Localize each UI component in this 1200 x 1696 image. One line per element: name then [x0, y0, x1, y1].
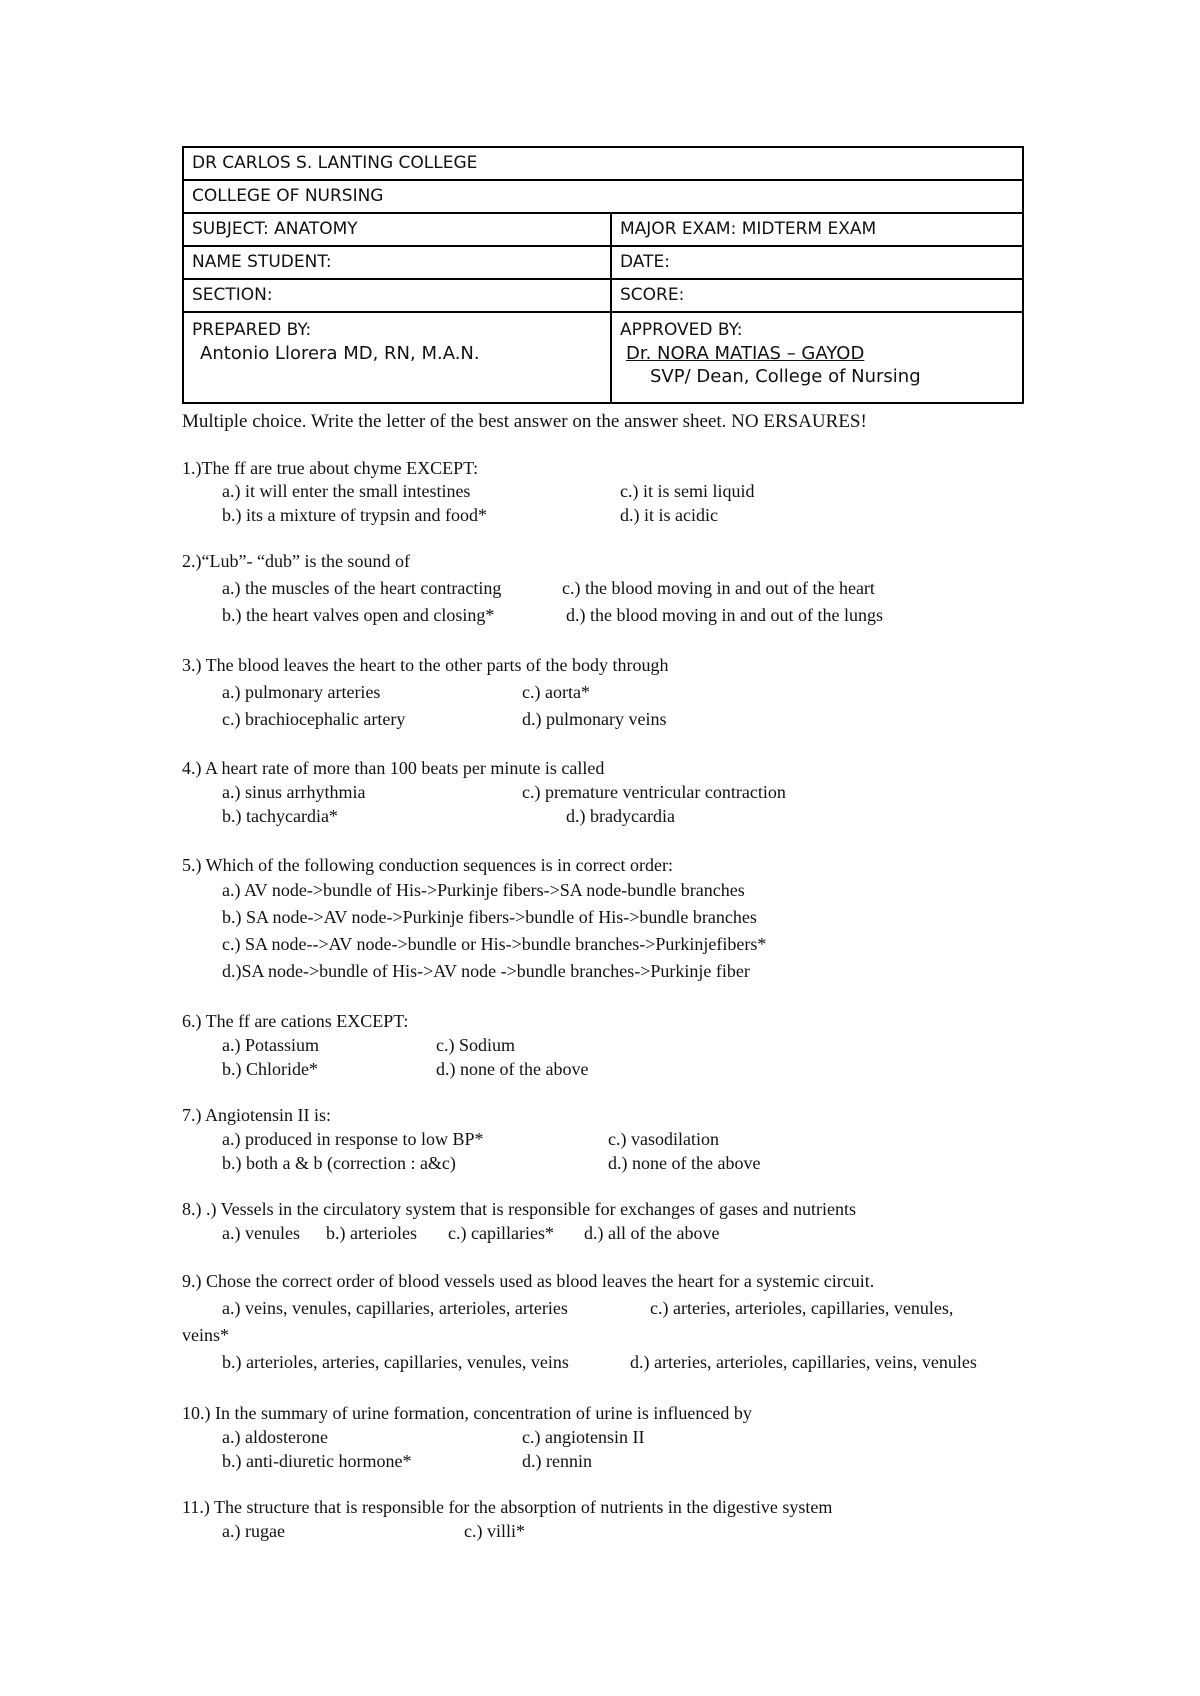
question-text: 4.) A heart rate of more than 100 beats per minute is called	[182, 758, 605, 778]
option-a: a.) veins, venules, capillaries, arterioles, arteries	[222, 1298, 568, 1318]
option-c: c.) Sodium	[436, 1035, 515, 1055]
question-text: 9.) Chose the correct order of blood vessels used as blood leaves the heart for a systemic circuit.	[182, 1271, 875, 1291]
option-c: c.) angiotensin II	[522, 1427, 645, 1447]
department-name: COLLEGE OF NURSING	[183, 180, 1023, 213]
option-b: b.) the heart valves open and closing*	[222, 605, 495, 625]
major-exam-field: MAJOR EXAM: MIDTERM EXAM	[611, 213, 1023, 246]
option-c: c.) aorta*	[522, 682, 590, 702]
option-a: a.) venules	[222, 1223, 300, 1243]
date-field: DATE:	[611, 246, 1023, 279]
subject-field: SUBJECT: ANATOMY	[183, 213, 611, 246]
option-d: d.) arteries, arterioles, capillaries, veins, venules	[630, 1352, 977, 1372]
option-b: b.) SA node->AV node->Purkinje fibers->bundle of His->bundle branches	[222, 907, 757, 927]
option-d: d.)SA node->bundle of His->AV node ->bundle branches->Purkinje fiber	[222, 961, 750, 981]
option-c: c.) the blood moving in and out of the heart	[562, 578, 875, 598]
student-name-field: NAME STUDENT:	[183, 246, 611, 279]
score-field: SCORE:	[611, 279, 1023, 312]
exam-header-table	[182, 146, 1024, 404]
option-c: c.) vasodilation	[608, 1129, 719, 1149]
option-a: a.) sinus arrhythmia	[222, 782, 366, 802]
option-c: c.) villi*	[464, 1521, 525, 1541]
option-a: a.) aldosterone	[222, 1427, 328, 1447]
option-b: c.) brachiocephalic artery	[222, 709, 406, 729]
option-d: d.) bradycardia	[566, 806, 675, 826]
option-c: c.) capillaries*	[448, 1223, 554, 1243]
option-b: b.) Chloride*	[222, 1059, 318, 1079]
option-d: d.) pulmonary veins	[522, 709, 667, 729]
question-text: 11.) The structure that is responsible for the absorption of nutrients in the digestive system	[182, 1497, 833, 1517]
college-name: DR CARLOS S. LANTING COLLEGE	[183, 147, 1023, 180]
option-d: d.) none of the above	[608, 1153, 761, 1173]
option-a: a.) Potassium	[222, 1035, 319, 1055]
option-d: d.) it is acidic	[620, 505, 718, 525]
section-field: SECTION:	[183, 279, 611, 312]
option-b: b.) tachycardia*	[222, 806, 338, 826]
prepared-by-label: PREPARED BY:	[192, 320, 312, 340]
question-text: 6.) The ff are cations EXCEPT:	[182, 1011, 409, 1031]
question-text: 8.) .) Vessels in the circulatory system that is responsible for exchanges of gases and nutrients	[182, 1199, 857, 1219]
approved-by-label: APPROVED BY:	[620, 320, 743, 340]
option-b: b.) arterioles, arteries, capillaries, venules, veins	[222, 1352, 569, 1372]
option-b: b.) its a mixture of trypsin and food*	[222, 505, 487, 525]
approved-by-cell	[611, 312, 1023, 403]
prepared-by-cell	[183, 312, 611, 403]
option-b: b.) both a & b (correction : a&c)	[222, 1153, 456, 1173]
approved-by-title: SVP/ Dean, College of Nursing	[650, 365, 921, 387]
question-text: 2.)“Lub”- “dub” is the sound of	[182, 551, 410, 571]
option-c: c.) premature ventricular contraction	[522, 782, 786, 802]
instructions: Multiple choice. Write the letter of the best answer on the answer sheet. NO ERSAURES!	[182, 411, 867, 432]
question-text: 10.) In the summary of urine formation, concentration of urine is influenced by	[182, 1403, 752, 1423]
option-a: a.) the muscles of the heart contracting	[222, 578, 502, 598]
option-a: a.) rugae	[222, 1521, 285, 1541]
option-a: a.) it will enter the small intestines	[222, 481, 471, 501]
question-text: 3.) The blood leaves the heart to the other parts of the body through	[182, 655, 669, 675]
option-d: d.) rennin	[522, 1451, 592, 1471]
option-d: d.) all of the above	[584, 1223, 720, 1243]
option-d: d.) none of the above	[436, 1059, 589, 1079]
option-b: b.) arterioles	[326, 1223, 417, 1243]
prepared-by-name: Antonio Llorera MD, RN, M.A.N.	[200, 342, 480, 364]
option-c-wrap: veins*	[182, 1325, 229, 1345]
approved-by-name: Dr. NORA MATIAS – GAYOD	[626, 342, 865, 364]
option-b: b.) anti-diuretic hormone*	[222, 1451, 412, 1471]
option-c: c.) arteries, arterioles, capillaries, venules,	[650, 1298, 954, 1318]
option-a: a.) pulmonary arteries	[222, 682, 381, 702]
option-c: c.) SA node-->AV node->bundle or His->bundle branches->Purkinjefibers*	[222, 934, 767, 954]
question-text: 7.) Angiotensin II is:	[182, 1105, 331, 1125]
option-a: a.) AV node->bundle of His->Purkinje fibers->SA node-bundle branches	[222, 880, 745, 900]
option-c: c.) it is semi liquid	[620, 481, 755, 501]
option-a: a.) produced in response to low BP*	[222, 1129, 484, 1149]
question-text: 5.) Which of the following conduction sequences is in correct order:	[182, 855, 674, 875]
question-text: 1.)The ff are true about chyme EXCEPT:	[182, 458, 479, 478]
option-d: d.) the blood moving in and out of the lungs	[566, 605, 883, 625]
